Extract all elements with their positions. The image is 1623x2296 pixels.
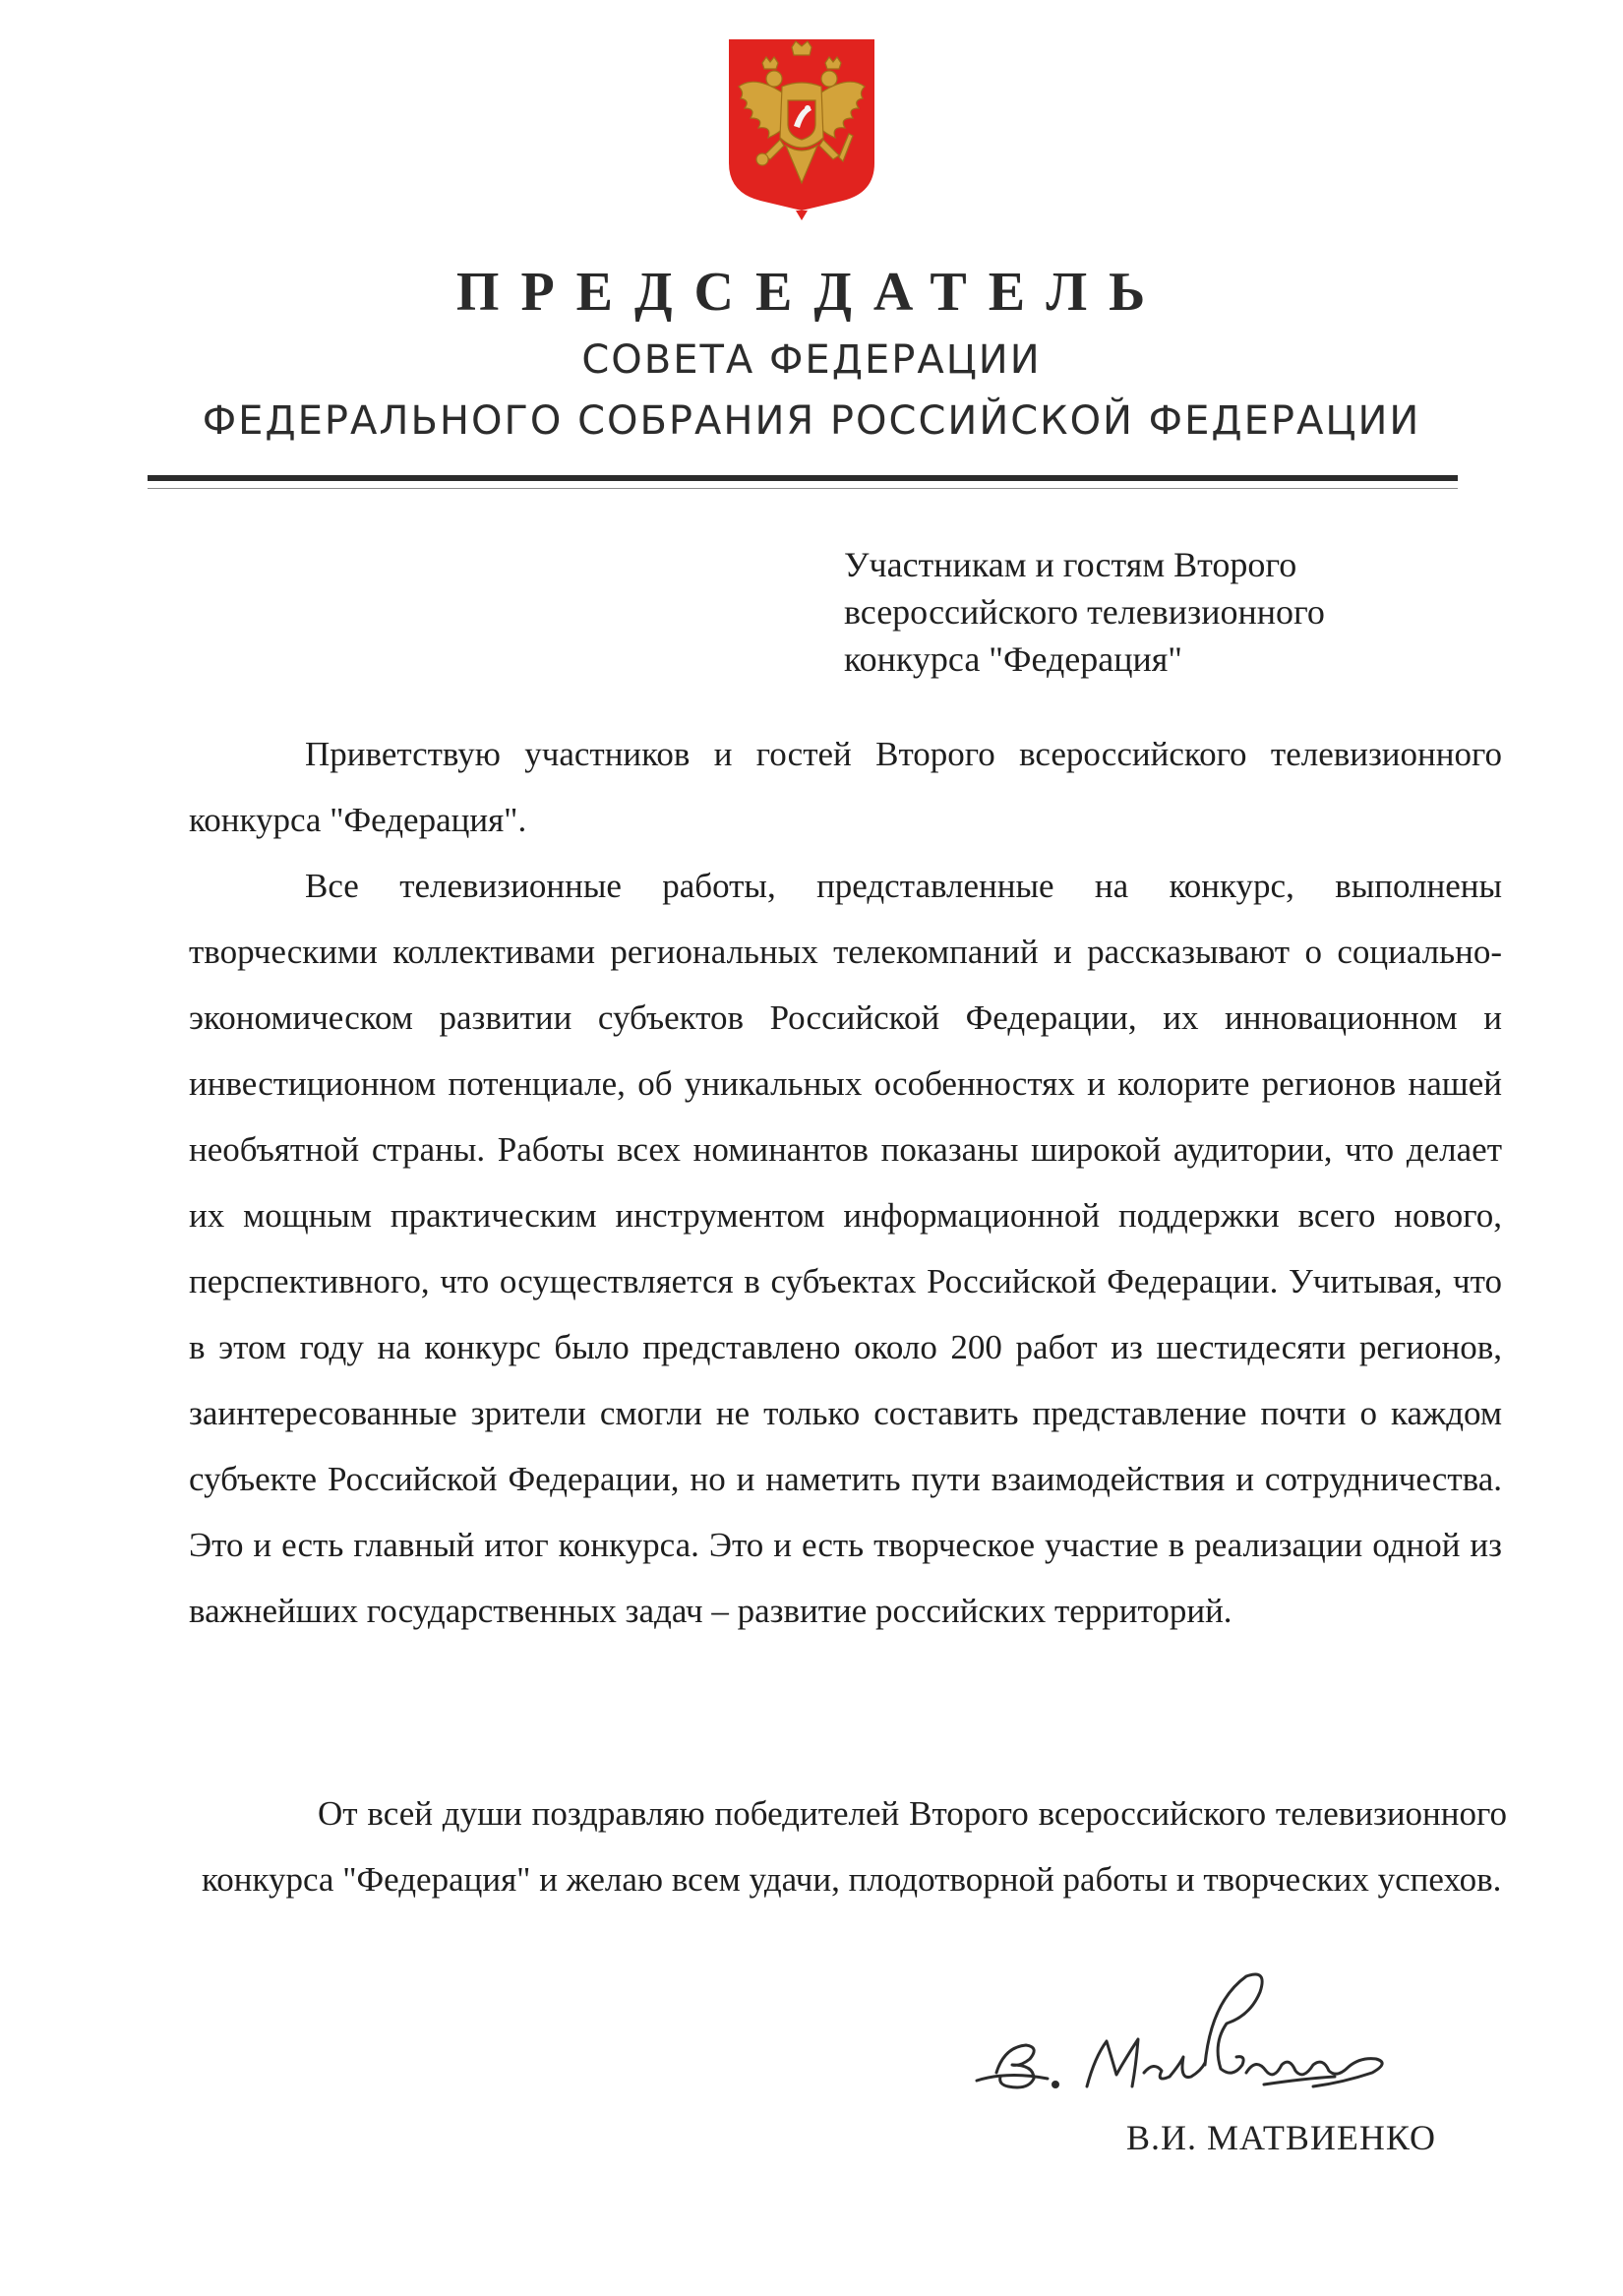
addressee-block <box>844 541 1454 683</box>
document-title: ПРЕДСЕДАТЕЛЬ <box>455 262 1168 323</box>
addressee-line1: Участникам и гостям Второго <box>844 545 1297 584</box>
greeting-paragraph: Приветствую участников и гостей Второго всероссийского телевизионного конкурса "Федерация". <box>189 735 1502 839</box>
addressee-line3: конкурса "Федерация" <box>844 639 1183 679</box>
russian-coat-of-arms-icon <box>725 35 878 222</box>
addressee-line2: всероссийского телевизионного <box>844 592 1325 632</box>
signer-name: В.И. МАТВИЕНКО <box>1126 2118 1436 2157</box>
main-paragraph: Все телевизионные работы, представленные на конкурс, выполнены творческими коллективами региональных телекомпаний и рассказывают о социально-экономическом развитии субъектов Российской Федерации, их инновационном и инвестиционном потенциале, об уникальных особенностях и колорите регионов нашей необъятной страны. Работы всех номинантов показаны широкой аудитории, что делает их мощным практическим инструментом информационной поддержки всего нового, перспективного, что осуществляется в субъектах Российской Федерации. Учитывая, что в этом году на конкурс было представлено около 200 работ из шестидесяти регионов, заинтересованные зрители смогли не только составить представление почти о каждом субъекте Российской Федерации, но и наметить пути взаимодействия и сотрудничества. Это и есть главный итог конкурса. Это и есть творческое участие в реализации одной из важнейших государственных задач – развитие российских территорий. <box>189 867 1502 1630</box>
handwritten-signature <box>969 1963 1441 2120</box>
congratulation-paragraph: От всей души поздравляю победителей Второго всероссийского телевизионного конкурса "Федерация" и желаю всем удачи, плодотворной работы и творческих успехов. <box>202 1794 1507 1899</box>
document-subtitle-line2: ФЕДЕРАЛЬНОГО СОБРАНИЯ РОССИЙСКОЙ ФЕДЕРАЦИИ <box>202 398 1421 444</box>
header-divider-thin <box>148 488 1458 489</box>
header-divider-thick <box>148 475 1458 481</box>
document-subtitle-line1: СОВЕТА ФЕДЕРАЦИИ <box>581 337 1042 383</box>
